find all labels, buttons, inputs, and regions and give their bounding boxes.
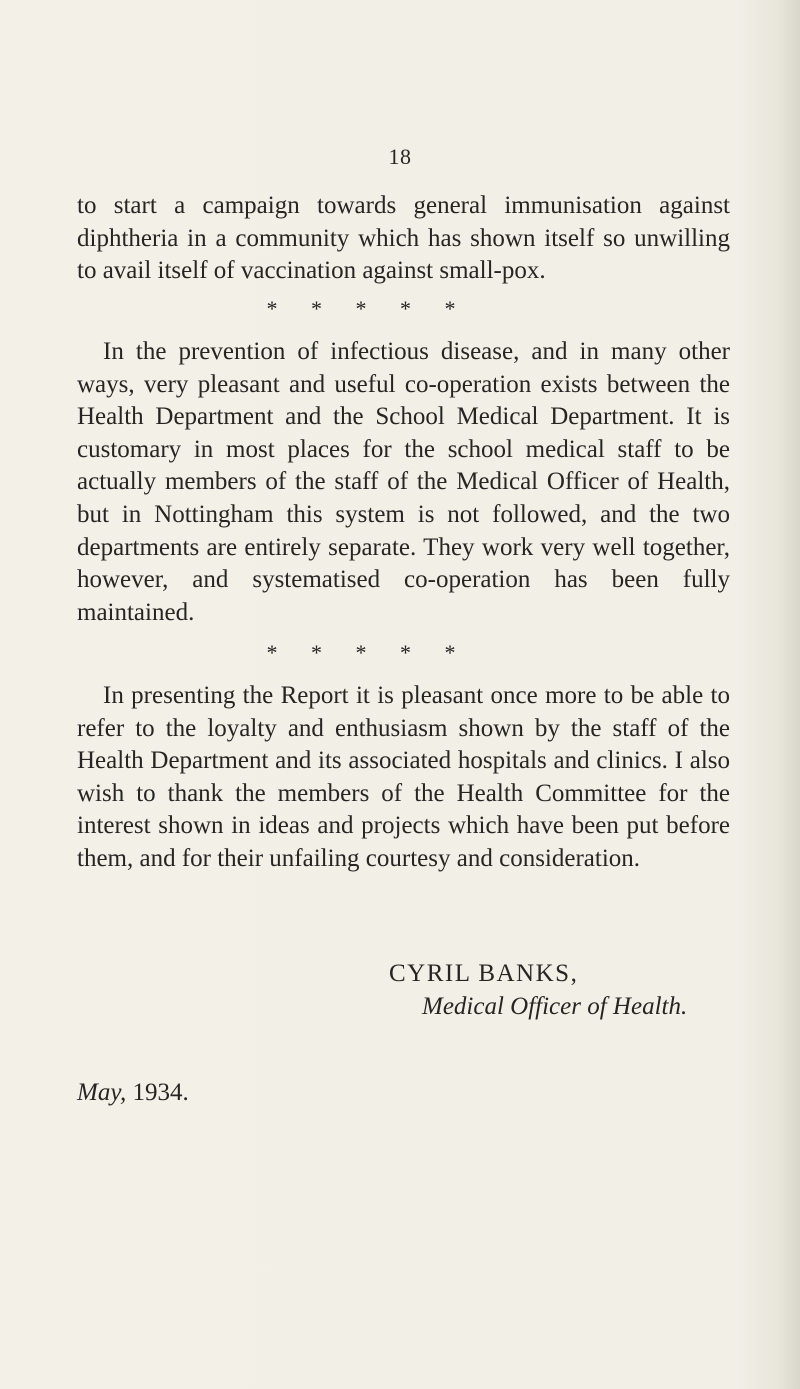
page-number: 18 (388, 144, 412, 169)
paragraph-cooperation (77, 336, 730, 629)
paragraph-cooperation-text: In the prevention of infectious disease, and in many other ways, very pleasant and useful co-operation exists between the Health Department and the School Medical Department. It is customary in most places for the school medical staff to be actually members of the staff of the Medical Officer of Health, but in Nottingham this system is not followed, and the two departments are entirely separate. They work very well together, however, and systematised co-operation has been fully maintained. (77, 338, 730, 626)
paragraph-acknowledgement-text: In presenting the Report it is pleasant once more to be able to refer to the loyalty and enthusiasm shown by the staff of the Health Department and its associated hospitals and clinics. I also wish to thank the members of the Health Committee for the interest shown in ideas and projects which have been put before them, and for their unfailing courtesy and consideration. (77, 682, 730, 872)
date-month: May, (77, 1079, 127, 1106)
signature-title: Medical Officer of Health. (422, 993, 688, 1020)
section-separator: * * * * * (266, 296, 470, 321)
paragraph-continuation: to start a campaign towards general immunisation against diphtheria in a community which has shown itself so unwilling to avail itself of vaccination against small-pox. (77, 192, 730, 285)
section-separator: * * * * * (266, 640, 470, 665)
document-date (77, 1079, 189, 1107)
date-year: 1934. (132, 1079, 189, 1106)
signature-name: CYRIL BANKS, (389, 960, 579, 987)
paragraph-acknowledgement (77, 680, 730, 876)
